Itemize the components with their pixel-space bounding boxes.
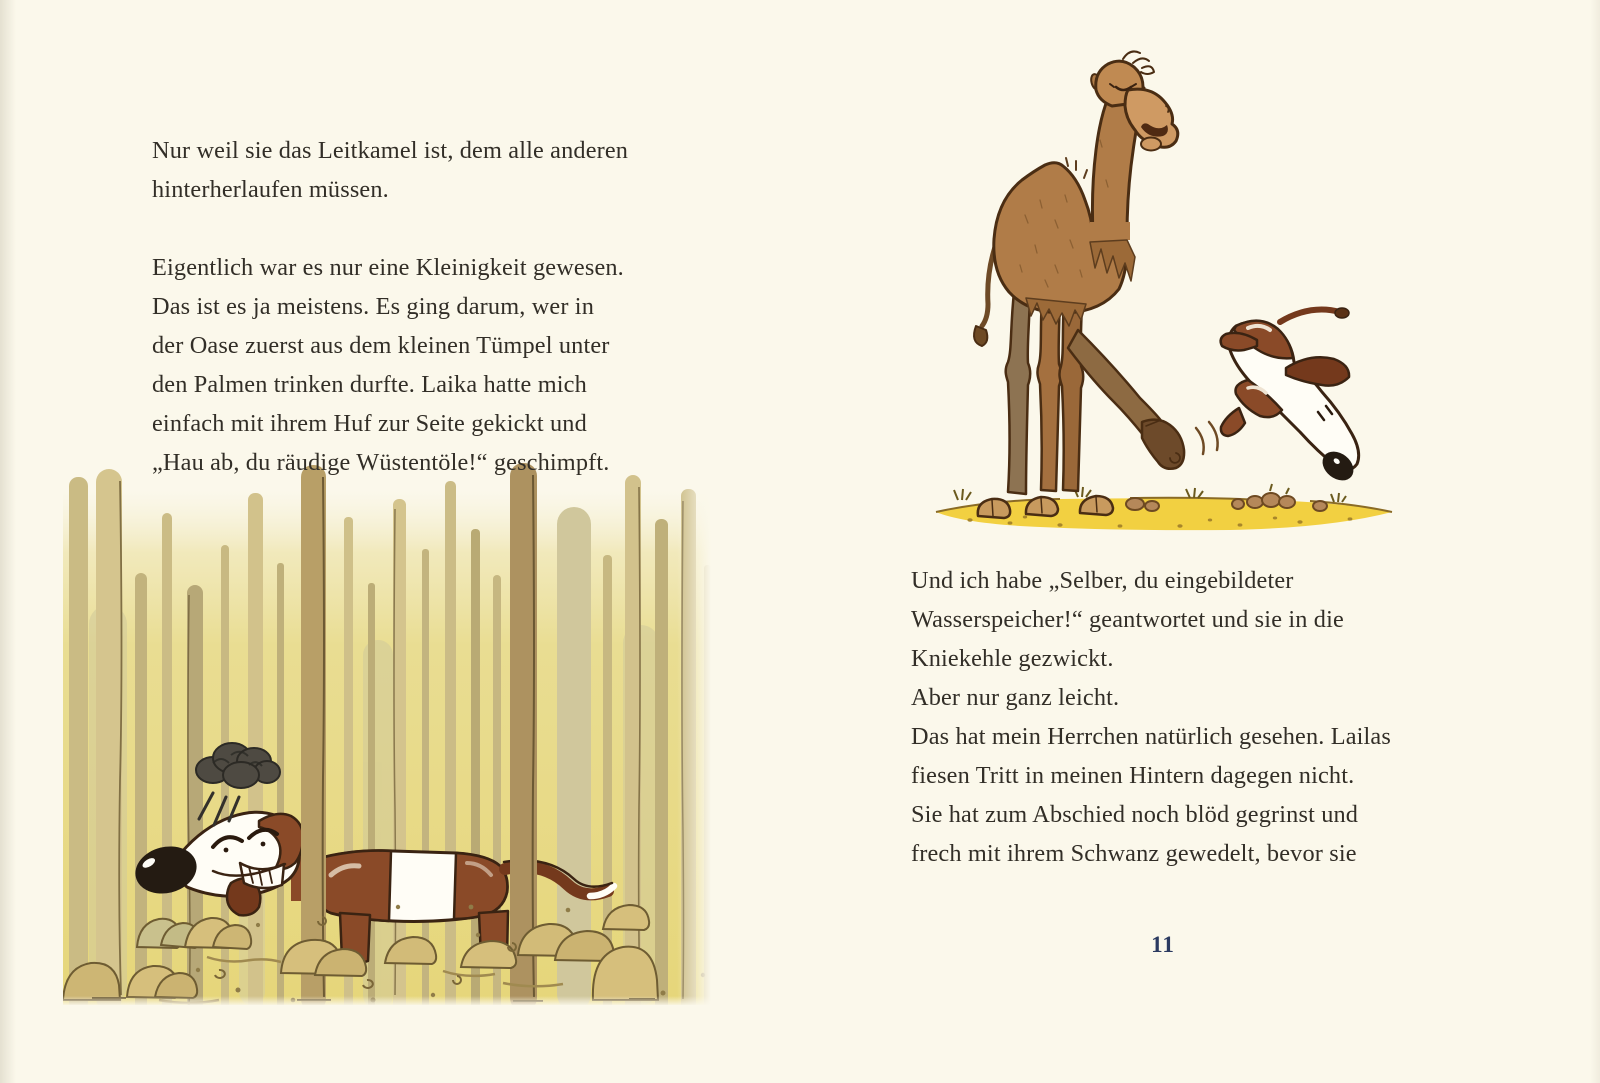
text-line: Aber nur ganz leicht. [911,684,1120,711]
grove-bottom-fade [63,996,711,1005]
text-line: der Oase zuerst aus dem kleinen Tümpel unter [152,332,610,359]
kicked-dog-tail [1280,310,1340,322]
text-line: hinterherlaufen müssen. [152,176,389,203]
grove-right-fade [677,455,711,1005]
page-edge-shading-right [1590,0,1600,1083]
text-line: den Palmen trinken durfte. Laika hatte mich [152,371,587,398]
text-line: Wasserspeicher!“ geantwortet und sie in die [911,606,1344,633]
paragraph-gap [152,209,628,248]
text-line: fiesen Tritt in meinen Hintern dagegen nicht. [911,762,1355,789]
left-text-block [152,131,628,482]
motion-marks [1196,422,1218,454]
text-line: einfach mit ihrem Huf zur Seite gekickt und [152,410,587,437]
page-edge-shading-left [0,0,16,1083]
camel-kick-illustration [930,30,1400,540]
kicked-dog-leg [1221,408,1245,436]
text-line: Kniekehle gezwickt. [911,645,1114,672]
text-line: „Hau ab, du räudige Wüstentöle!“ geschimpft. [152,449,610,476]
right-text-block [911,561,1391,873]
text-line: Sie hat zum Abschied noch blöd gegrinst und [911,801,1359,828]
kicked-dachshund [1221,308,1359,486]
camel-legs [1006,292,1084,494]
camel [974,51,1218,518]
text-line: Eigentlich war es nur eine Kleinigkeit gewesen. [152,254,624,281]
text-line: Das hat mein Herrchen natürlich gesehen. Lailas [911,723,1391,750]
camel-kicking-leg [1068,330,1184,469]
text-line: Das ist es ja meistens. Es ging darum, wer in [152,293,594,320]
camel-feet [978,496,1113,518]
palm-grove-illustration [63,455,711,1005]
text-line: frech mit ihrem Schwanz gewedelt, bevor sie [911,840,1357,867]
text-line: Und ich habe „Selber, du eingebildeter [911,567,1294,594]
text-line: Nur weil sie das Leitkamel ist, dem alle anderen [152,137,629,164]
page-number: 11 [1151,932,1175,957]
